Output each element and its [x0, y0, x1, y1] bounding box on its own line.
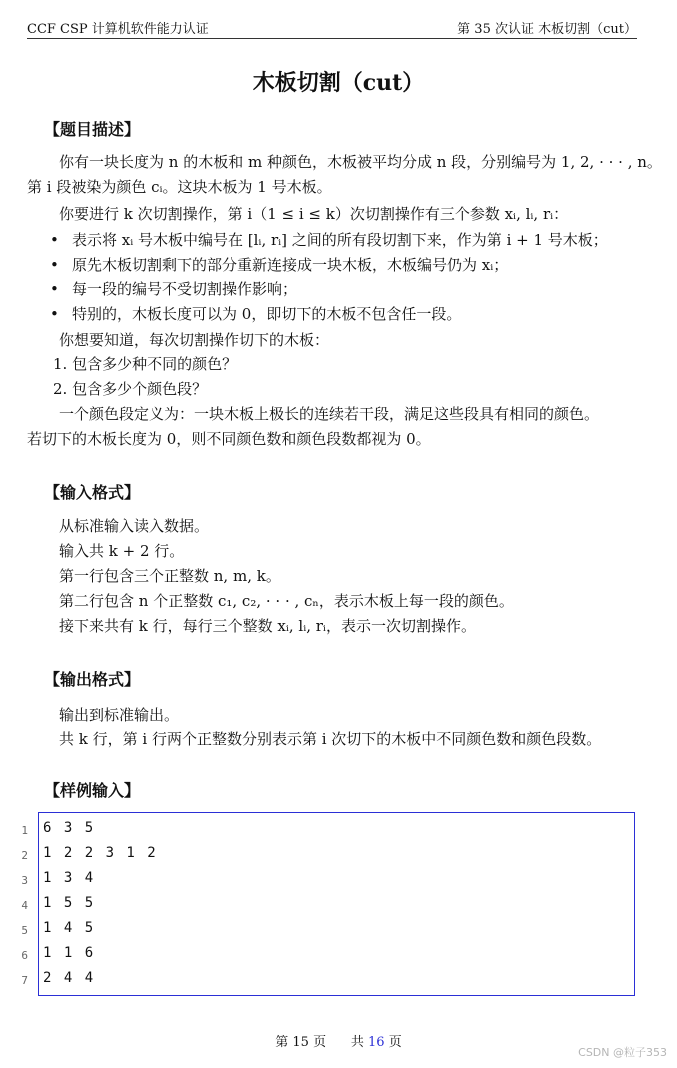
code-text: 1 2 2 3 1 2 — [43, 845, 158, 861]
problem-title: 木板切割（cut） — [252, 70, 425, 96]
section-heading-output-format: 【输出格式】 — [44, 670, 141, 689]
total-pages-link[interactable]: 16 — [368, 1035, 385, 1050]
code-text: 2 4 4 — [43, 970, 96, 986]
code-line — [0, 945, 677, 970]
code-line — [0, 820, 677, 845]
code-line — [0, 845, 677, 870]
code-text: 6 3 5 — [43, 820, 96, 836]
line-number: 7 — [21, 974, 28, 987]
csdn-watermark: CSDN @粒子353 — [578, 1046, 667, 1059]
line-number: 6 — [21, 949, 28, 962]
header-right: 第 35 次认证 木板切割（cut） — [457, 22, 637, 37]
line-number: 1 — [21, 824, 28, 837]
input-format-line: 从标准输入读入数据。 — [59, 517, 210, 535]
code-text: 1 1 6 — [43, 945, 96, 961]
code-line — [0, 970, 677, 995]
description-p3: 你想要知道，每次切割操作切下的木板： — [59, 331, 330, 349]
bullet-item — [50, 302, 461, 326]
enum-item-1: 1. 包含多少种不同的颜色？ — [53, 355, 238, 373]
description-p1-line1: 你有一块长度为 n 的木板和 m 种颜色，木板被平均分成 n 段，分别编号为 1, 2, · · · , n。 — [59, 153, 662, 171]
section-heading-input-format: 【输入格式】 — [44, 483, 141, 502]
page-footer — [0, 1031, 677, 1050]
header-left: CCF CSP 计算机软件能力认证 — [27, 22, 209, 37]
total-pages-prefix: 共 — [350, 1035, 364, 1050]
code-text: 1 3 4 — [43, 870, 96, 886]
section-heading-description: 【题目描述】 — [44, 120, 141, 139]
description-p4-line1: 一个颜色段定义为：一块木板上极长的连续若干段，满足这些段具有相同的颜色。 — [59, 405, 600, 423]
description-p4-line2: 若切下的木板长度为 0，则不同颜色数和颜色段数都视为 0。 — [27, 430, 431, 448]
input-format-line: 第一行包含三个正整数 n, m, k。 — [59, 567, 281, 585]
code-line — [0, 920, 677, 945]
line-number: 2 — [21, 849, 28, 862]
input-format-line: 第二行包含 n 个正整数 c₁, c₂, · · · , cₙ，表示木板上每一段的颜色。 — [59, 592, 514, 610]
section-heading-sample-input: 【样例输入】 — [44, 781, 141, 800]
bullet-icon: • — [50, 231, 59, 249]
bullet-icon: • — [50, 280, 59, 298]
line-number: 5 — [21, 924, 28, 937]
bullet-icon: • — [50, 305, 59, 323]
bullet-text: 表示将 xᵢ 号木板中编号在 [lᵢ, rᵢ] 之间的所有段切割下来，作为第 i + 1 号木板； — [72, 231, 608, 249]
output-format-line: 共 k 行，第 i 行两个正整数分别表示第 i 次切下的木板中不同颜色数和颜色段数。 — [59, 730, 602, 748]
page-number: 第 15 页 — [275, 1035, 327, 1050]
code-text: 1 4 5 — [43, 920, 96, 936]
input-format-line: 接下来共有 k 行，每行三个整数 xᵢ, lᵢ, rᵢ，表示一次切割操作。 — [59, 617, 476, 635]
bullet-item — [50, 228, 608, 252]
bullet-text: 每一段的编号不受切割操作影响； — [72, 280, 298, 298]
code-text: 1 5 5 — [43, 895, 96, 911]
page-header — [27, 18, 637, 39]
bullet-item — [50, 277, 297, 301]
bullet-text: 特别的，木板长度可以为 0，即切下的木板不包含任一段。 — [72, 305, 462, 323]
total-pages-suffix: 页 — [388, 1035, 402, 1050]
code-line — [0, 870, 677, 895]
description-p1-line2: 第 i 段被染为颜色 cᵢ。这块木板为 1 号木板。 — [27, 178, 332, 196]
bullet-icon: • — [50, 256, 59, 274]
bullet-text: 原先木板切割剩下的部分重新连接成一块木板，木板编号仍为 xᵢ； — [72, 256, 509, 274]
code-line — [0, 895, 677, 920]
input-format-line: 输入共 k + 2 行。 — [59, 542, 185, 560]
description-p2: 你要进行 k 次切割操作，第 i（1 ≤ i ≤ k）次切割操作有三个参数 xᵢ, lᵢ, rᵢ： — [59, 205, 569, 223]
line-number: 4 — [21, 899, 28, 912]
line-number: 3 — [21, 874, 28, 887]
enum-item-2: 2. 包含多少个颜色段？ — [53, 380, 208, 398]
bullet-item — [50, 253, 508, 277]
output-format-line: 输出到标准输出。 — [59, 706, 180, 724]
